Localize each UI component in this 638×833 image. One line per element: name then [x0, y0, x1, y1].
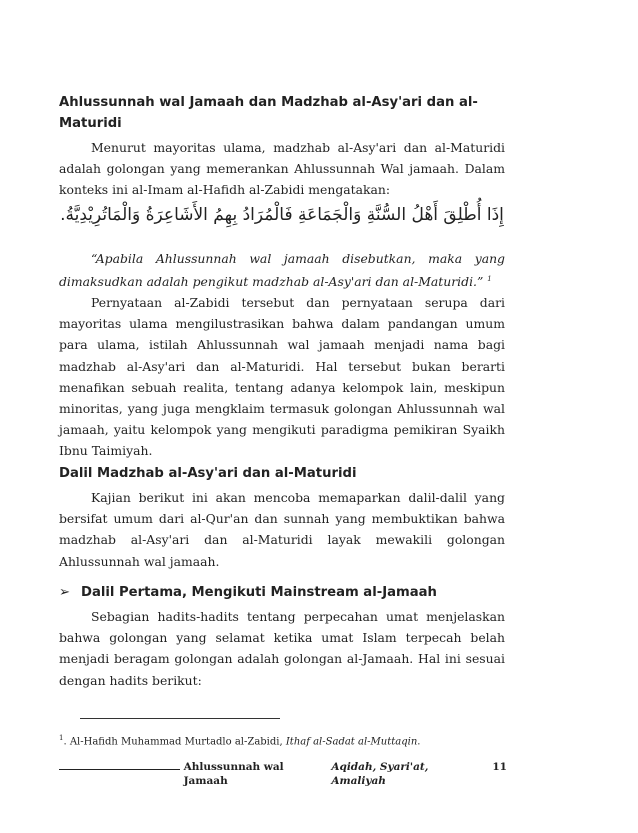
- paragraph-hadits: Sebagian hadits-hadits tentang perpecahan umat menjelaskan bahwa golongan yang selamat ketika umat Islam terpecah belah menjadi beragam golongan adalah golongan al-Jamaah. Hal ini sesuai dengan hadits berikut:: [59, 609, 505, 688]
- heading-line-2: Maturidi: [59, 116, 122, 131]
- section-heading-ahlussunnah: [59, 92, 505, 134]
- page-number: 11: [492, 761, 507, 773]
- footnote-number: 1: [59, 734, 64, 742]
- quote-text: “Apabila Ahlussunnah wal jamaah disebutkan, maka yang dimaksudkan adalah pengikut madzhab al-Asy'ari dan al-Maturidi.”: [59, 251, 505, 290]
- footnote-source: Ithaf al-Sadat al-Muttaqin: [285, 736, 418, 748]
- translation-quote: [59, 248, 505, 293]
- section-heading-dalil: Dalil Madzhab al-Asy'ari dan al-Maturidi: [59, 466, 357, 481]
- footer-title: Ahlussunnah wal Jamaah: [183, 761, 284, 787]
- arrow-bullet-icon: ➢: [59, 585, 71, 600]
- footnote-divider: [80, 718, 280, 719]
- footer-subtitle: Aqidah, Syari'at, Amaliyah: [331, 761, 429, 787]
- subsection-heading-text: Dalil Pertama, Mengikuti Mainstream al-Jamaah: [81, 585, 437, 600]
- paragraph-intro: Menurut mayoritas ulama, madzhab al-Asy'ari dan al-Maturidi adalah golongan yang memerankan Ahlussunnah Wal jamaah. Dalam konteks ini al-Imam al-Hafidh al-Zabidi mengatakan:: [59, 140, 505, 198]
- page-footer: [59, 760, 507, 788]
- arabic-quote: [59, 200, 505, 230]
- footnote-text: . Al-Hafidh Muhammad Murtadlo al-Zabidi,: [63, 736, 286, 748]
- arabic-text: إِذَا أُطْلِقَ أَهْلُ السُّنَّةِ وَالْجَمَاعَةِ فَالْمُرَادُ بِهِمُ الأَشَاعِرَةُ وَالْمَاتُرِيْدِيَّةُ.: [60, 205, 504, 225]
- footnote: [59, 731, 529, 749]
- footnote-end: .: [417, 736, 421, 748]
- footnote-marker: 1: [487, 275, 492, 284]
- heading-line-1: Ahlussunnah wal Jamaah dan Madzhab al-Asy'ari dan al-: [59, 95, 478, 110]
- paragraph-zabidi: Pernyataan al-Zabidi tersebut dan pernyataan serupa dari mayoritas ulama mengilustrasikan bahwa dalam pandangan umum para ulama, istilah Ahlussunnah wal jamaah menjadi nama bagi madzhab al-Asy'ari dan al-Maturidi. Hal tersebut bukan berarti menafikan sebuah realita, tentang adanya kelompok lain, meskipun minoritas, yang juga mengklaim termasuk golongan Ahlussunnah wal jamaah, yaitu kelompok yang mengikuti paradigma pemikiran Syaikh Ibnu Taimiyah.: [59, 295, 505, 459]
- footer-rule: [59, 769, 180, 770]
- subsection-heading-dalil-pertama: [59, 582, 505, 603]
- paragraph-kajian: Kajian berikut ini akan mencoba memaparkan dalil-dalil yang bersifat umum dari al-Qur'an dan sunnah yang membuktikan bahwa madzhab al-Asy'ari dan al-Maturidi layak mewakili golongan Ahlussunnah wal jamaah.: [59, 490, 505, 569]
